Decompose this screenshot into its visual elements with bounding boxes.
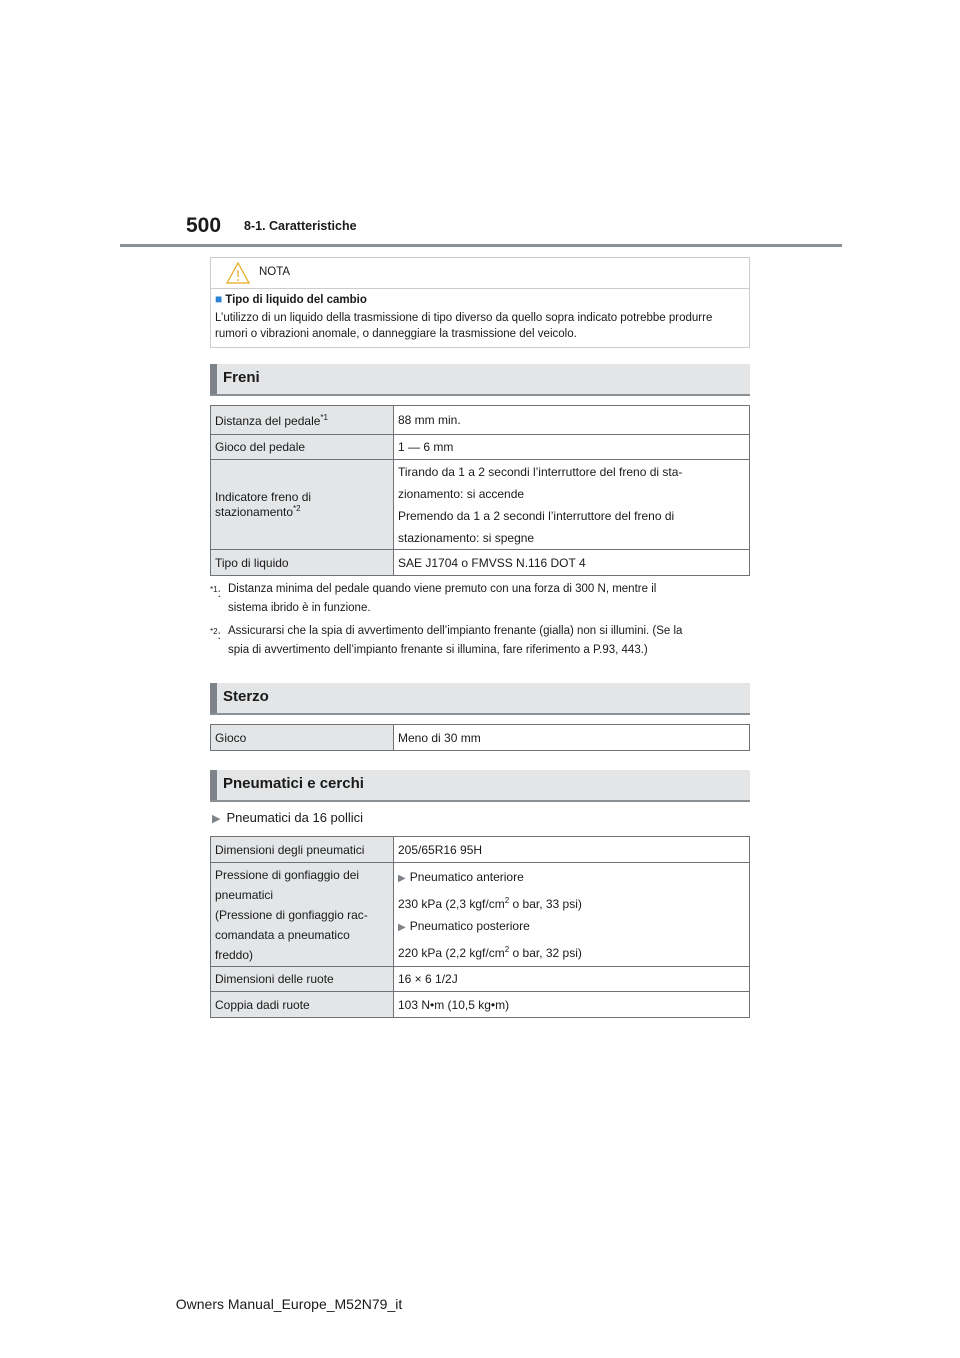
table-label: Gioco del pedale xyxy=(211,435,394,460)
arrow-right-icon: ▶ xyxy=(398,921,406,933)
table-label: Indicatore freno di stazionamento$^{*2}$ xyxy=(211,460,394,550)
table-value: 103 N•m (10,5 kg•m) xyxy=(394,992,750,1018)
tires-table xyxy=(210,836,750,1018)
table-value: Meno di 30 mm xyxy=(394,725,750,751)
note-label: NOTA xyxy=(259,266,291,278)
tires-bullet: ▶ Pneumatici da 16 pollici xyxy=(212,810,364,825)
arrow-right-icon: ▶ xyxy=(398,872,406,884)
note-text: L’utilizzo di un liquido della trasmissione di tipo diverso da quello sopra indicato potrebbe produrre rumori o vibrazioni anomale, o danneggiare la trasmissione del veicolo. xyxy=(215,312,713,340)
section-title: 8-1. Caratteristiche xyxy=(244,219,357,233)
header-rule xyxy=(120,244,842,247)
table-label: Distanza del pedale$^{*1}$ xyxy=(211,406,394,435)
footnote-1: $^{*1}$: Distanza minima del pedale quando viene premuto con una forza di 300 N, mentre il sistema ibrido è in funzione. xyxy=(210,583,657,614)
tires-heading: Pneumatici e cerchi xyxy=(210,770,750,802)
table-label: Gioco xyxy=(211,725,394,751)
footnote-2: $^{*2}$: Assicurarsi che la spia di avvertimento dell’impianto frenante (gialla) non si illumini. (Se la spia di avvertimento dell’impianto frenante si illumina, fare riferimento a P.93, 443.) xyxy=(210,625,683,656)
table-row xyxy=(211,725,750,751)
steering-table xyxy=(210,724,750,751)
table-value: 16 × 6 1/2J xyxy=(394,967,750,992)
table-value: Tirando da 1 a 2 secondi l’interruttore del freno di sta- zionamento: si accende Premendo da 1 a 2 secondi l’interruttore del freno di stazionamento: si spegne xyxy=(394,460,750,550)
note-box xyxy=(210,257,750,348)
table-row xyxy=(211,550,750,576)
table-label: Dimensioni degli pneumatici xyxy=(211,837,394,863)
page-number: 500 xyxy=(186,214,222,237)
square-bullet-icon: ■ xyxy=(215,292,223,306)
table-value: ▶ Pneumatico anteriore 230 kPa (2,3 kgf/$cm^2$ o bar, 33 psi) ▶ Pneumatico posteriore 220 kPa (2,2 kgf/$cm^2$ o bar, 32 psi) xyxy=(394,863,750,967)
table-value: 88 mm min. xyxy=(394,406,750,435)
table-label: Tipo di liquido xyxy=(211,550,394,576)
brakes-heading: Freni xyxy=(210,364,750,396)
note-subtitle: ■ Tipo di liquido del cambio xyxy=(215,292,367,306)
table-row xyxy=(211,406,750,435)
table-row xyxy=(211,967,750,992)
arrow-right-icon: ▶ xyxy=(212,813,221,825)
table-row xyxy=(211,837,750,863)
table-row xyxy=(211,435,750,460)
table-row xyxy=(211,460,750,550)
page-footer: Owners Manual_Europe_M52N79_it xyxy=(175,1296,403,1312)
table-label: Pressione di gonfiaggio dei pneumatici (Pressione di gonfiaggio rac- comandata a pneumatico freddo) xyxy=(211,863,394,967)
table-row xyxy=(211,863,750,967)
table-label: Coppia dadi ruote xyxy=(211,992,394,1018)
warning-icon xyxy=(225,261,251,285)
table-value: 205/65R16 95H xyxy=(394,837,750,863)
table-row xyxy=(211,992,750,1018)
note-header xyxy=(211,258,749,289)
table-value: 1 — 6 mm xyxy=(394,435,750,460)
table-label: Dimensioni delle ruote xyxy=(211,967,394,992)
brakes-table xyxy=(210,405,750,576)
steering-heading: Sterzo xyxy=(210,683,750,715)
table-value: SAE J1704 o FMVSS N.116 DOT 4 xyxy=(394,550,750,576)
